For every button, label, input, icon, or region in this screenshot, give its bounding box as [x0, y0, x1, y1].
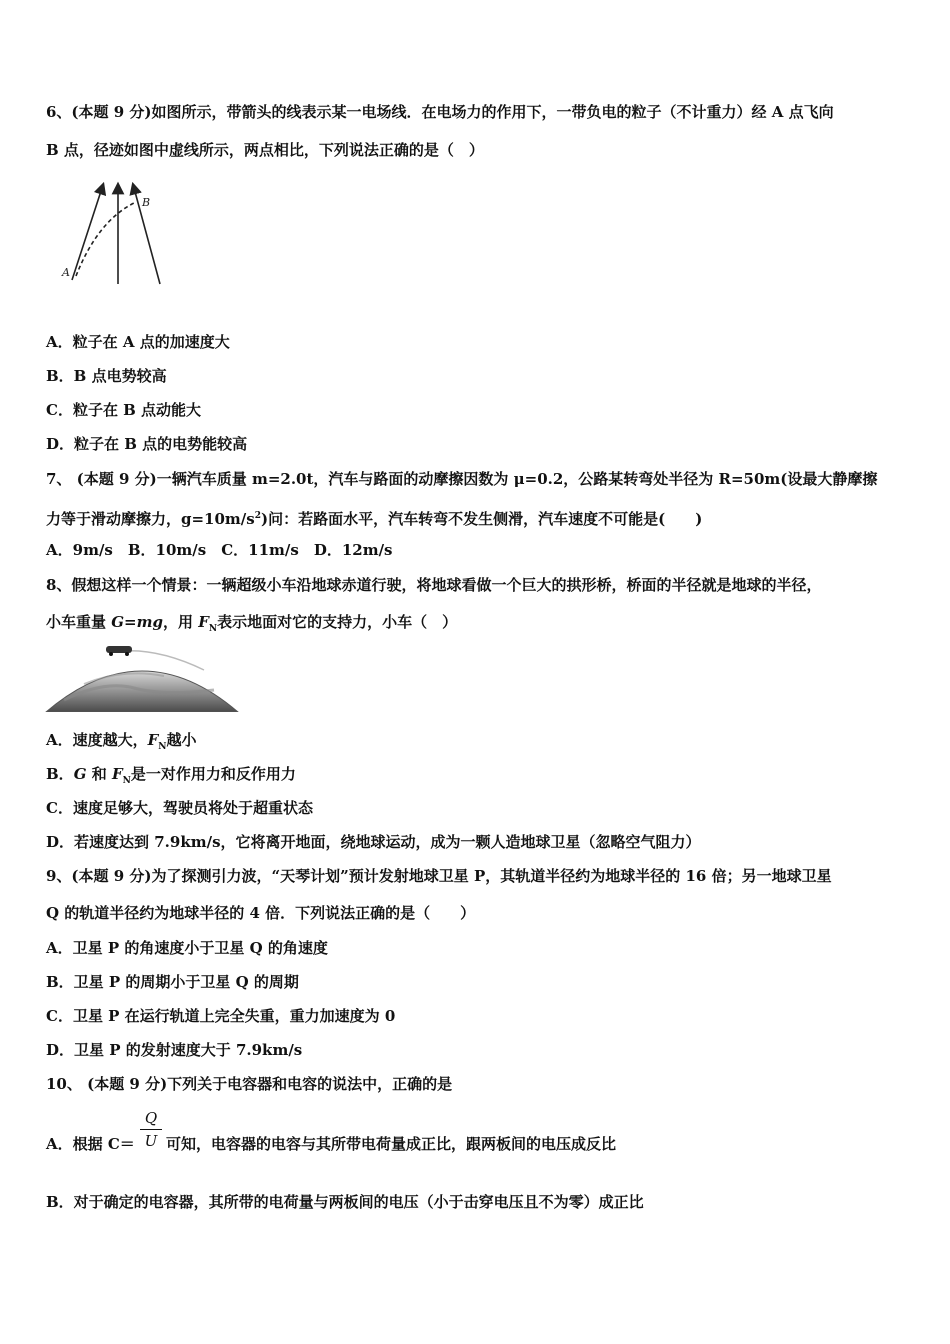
q6-option-a: A．粒子在 A 点的加速度大	[46, 333, 230, 351]
q7-options: A．9m/s B．10m/s C．11m/s D．12m/s	[46, 541, 393, 559]
q9-option-c: C．卫星 P 在运行轨道上完全失重，重力加速度为 0	[46, 1007, 396, 1025]
label-a: A	[62, 266, 70, 279]
q10-option-a-prefix: A．根据 C＝	[46, 1135, 135, 1153]
q8-option-b-text: B．	[46, 765, 74, 783]
q8-n-sub: N	[208, 624, 218, 634]
q8-g-symbol: G=mg	[111, 613, 163, 631]
q10-option-b: B．对于确定的电容器，其所带的电荷量与两板间的电压（小于击穿电压且不为零）成正比	[46, 1193, 644, 1211]
q8-option-b-text2: 是一对作用力和反作用力	[130, 765, 296, 783]
fraction-denominator: U	[144, 1132, 158, 1150]
q7-stem-line2-pre: 力等于滑动摩擦力，g=10m/s	[46, 510, 255, 528]
q8-option-a-text: A．速度越大，	[46, 731, 148, 749]
q8-option-b	[46, 764, 296, 791]
q8-option-a	[46, 730, 197, 757]
q8-f-symbol: F	[198, 613, 209, 631]
q8-option-d: D．若速度达到 7.9km/s，它将离开地面，绕地球运动，成为一颗人造地球卫星（忽略空气阻力）	[46, 833, 701, 851]
q8-text-b: ，用	[162, 613, 199, 631]
q9-stem-line1: 9、(本题 9 分)为了探测引力波，“天琴计划”预计发射地球卫星 P，其轨道半径约为地球半径的 16 倍；另一地球卫星	[46, 867, 832, 885]
q6-option-c: C．粒子在 B 点动能大	[46, 401, 202, 419]
capacitance-fraction	[140, 1108, 162, 1151]
q8-option-b-n: N	[122, 776, 131, 786]
q6-stem-line2: B 点，径迹如图中虚线所示，两点相比，下列说法正确的是（ ）	[46, 141, 484, 159]
q10-stem: 10、 (本题 9 分)下列关于电容器和电容的说法中，正确的是	[46, 1075, 453, 1093]
q8-option-a-text2: 越小	[166, 731, 197, 749]
label-b: B	[142, 196, 151, 209]
q8-stem-line1: 8、假想这样一个情景：一辆超级小车沿地球赤道行驶，将地球看做一个巨大的拱形桥，桥面的半径就是地球的半径，	[46, 576, 822, 594]
earth-arch-car-figure	[44, 640, 240, 712]
q8-option-b-and: 和	[86, 765, 112, 783]
q7-stem-line2-sup: 2	[254, 511, 261, 521]
q7-stem-line2-post: )问：若路面水平，汽车转弯不发生侧滑，汽车速度不可能是( )	[261, 510, 703, 528]
q8-option-a-n: N	[158, 742, 167, 752]
q10-option-a-text: 可知，电容器的电容与其所带电荷量成正比，跟两板间的电压成反比	[166, 1135, 617, 1153]
electric-field-lines-figure	[58, 180, 168, 290]
q8-option-b-f: F	[111, 765, 123, 783]
fraction-bar	[140, 1129, 162, 1130]
q8-text-a: 小车重量	[46, 613, 112, 631]
q9-option-a: A．卫星 P 的角速度小于卫星 Q 的角速度	[46, 939, 328, 957]
q8-stem-line2	[46, 612, 457, 639]
q6-stem-line1: 6、(本题 9 分)如图所示，带箭头的线表示某一电场线．在电场力的作用下，一带负电的粒子（不计重力）经 A 点飞向	[46, 103, 834, 121]
q6-option-d: D．粒子在 B 点的电势能较高	[46, 435, 248, 453]
q6-option-b: B．B 点电势较高	[46, 367, 167, 385]
fraction-numerator: Q	[144, 1109, 158, 1127]
q8-option-c: C．速度足够大，驾驶员将处于超重状态	[46, 799, 313, 817]
q8-option-b-g: G	[73, 765, 87, 783]
q9-option-b: B．卫星 P 的周期小于卫星 Q 的周期	[46, 973, 299, 991]
car-icon	[106, 646, 132, 653]
q8-text-c: 表示地面对它的支持力，小车（ ）	[217, 613, 458, 631]
q7-stem-line2	[46, 506, 702, 529]
q7-stem-line1: 7、 (本题 9 分)一辆汽车质量 m=2.0t，汽车与路面的动摩擦因数为 μ=0.2，公路某转弯处半径为 R=50m(设最大静摩擦	[46, 470, 878, 488]
q9-stem-line2: Q 的轨道半径约为地球半径的 4 倍．下列说法正确的是（ ）	[46, 904, 476, 922]
q9-option-d: D．卫星 P 的发射速度大于 7.9km/s	[46, 1041, 303, 1059]
q8-option-a-f: F	[147, 731, 159, 749]
